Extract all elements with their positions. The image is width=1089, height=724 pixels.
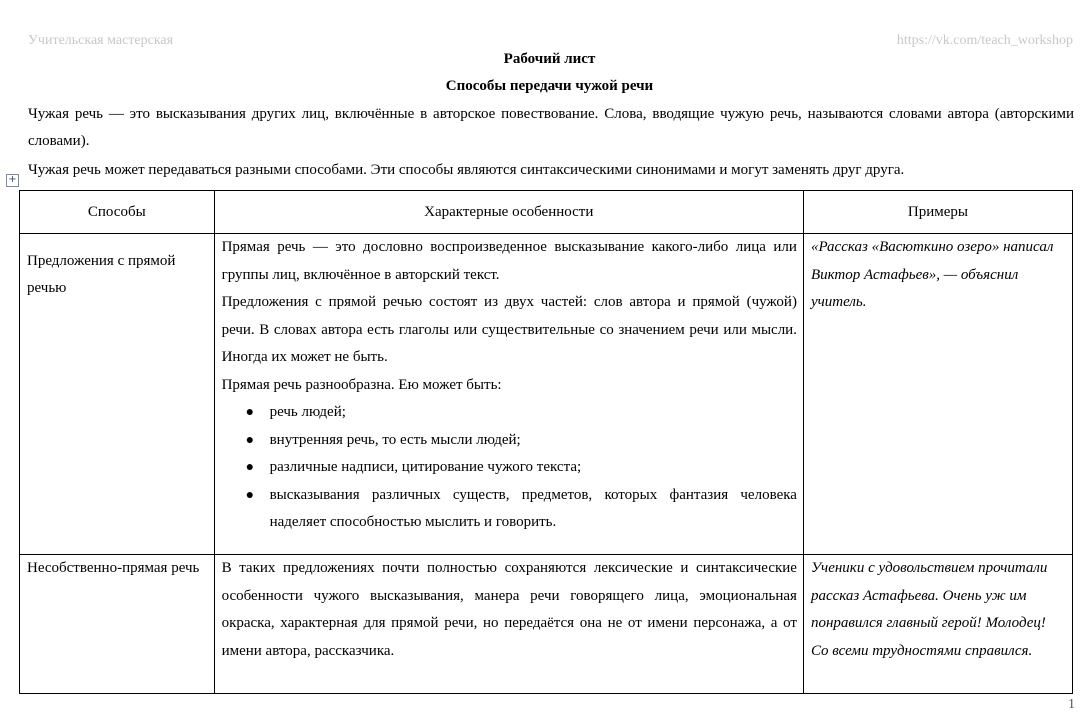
bullet-icon: ● [245,405,255,420]
intro-paragraph-2: Чужая речь может передаваться разными способами. Эти способы являются синтаксическими синонимами и могут заменять друг друга. [28,162,905,178]
header-methods: Способы [20,191,215,234]
page-number: 1 [1068,697,1075,712]
list-item: ● высказывания различных существ, предметов, которых фантазия человека наделяет способностью мыслить и говорить. [270,482,797,537]
list-item: ● внутренняя речь, то есть мысли людей; [270,427,797,455]
feature-text: Предложения с прямой речью состоят из двух частей: слов автора и прямой (чужой) речи. В словах автора есть глаголы или существительные со значением речи или мысли. Иногда их может не быть. [221,294,797,365]
methods-table [19,190,1073,694]
bullet-icon: ● [245,432,255,448]
header-right-link[interactable]: https://vk.com/teach_workshop [896,33,1073,48]
intro-paragraph-1: Чужая речь — это высказывания других лиц, включённые в авторское повествование. Слова, вводящие чужую речь, называются словами автора (авторскими словами). [28,106,1074,149]
header-features: Характерные особенности [214,191,803,234]
page-subtitle: Способы передачи чужой речи [445,78,654,94]
bullet-icon: ● [245,460,255,475]
example-cell: Ученики с удовольствием прочитали рассказ Астафьева. Очень уж им понравился главный герой! Молодец! Со всеми трудностями справился. [803,555,1072,694]
table-row [20,234,1073,555]
page-title: Рабочий лист [503,51,596,67]
table-row [20,555,1073,694]
method-cell: Предложения с прямой речью [20,234,215,555]
feature-text: В таких предложениях почти полностью сохраняются лексические и синтаксические особенности чужого высказывания, манера речи говорящего лица, эмоциональная окраска, характерная для прямой речи, но передаётся она не от имени персонажа, а от имени автора, рассказчика. [221,560,797,659]
header-left-text: Учительская мастерская [28,33,174,48]
method-cell: Несобственно-прямая речь [20,555,215,694]
table-header-row [20,191,1073,234]
bullet-icon: ● [245,487,255,503]
list-item: ● речь людей; [270,399,797,427]
table-move-handle-icon[interactable]: + [6,174,19,187]
header-examples: Примеры [803,191,1072,234]
example-cell: «Рассказ «Васюткино озеро» написал Виктор Астафьев», — объяснил учитель. [803,234,1072,555]
feature-text: Прямая речь разнообразна. Ею может быть: [221,376,502,393]
list-item: ● различные надписи, цитирование чужого текста; [270,454,797,482]
features-cell [214,555,803,694]
features-cell [214,234,803,555]
feature-bullet-list [222,399,797,537]
feature-text: Прямая речь — это дословно воспроизведенное высказывание какого-либо лица или группы лиц, включённое в авторский текст. [221,239,797,283]
